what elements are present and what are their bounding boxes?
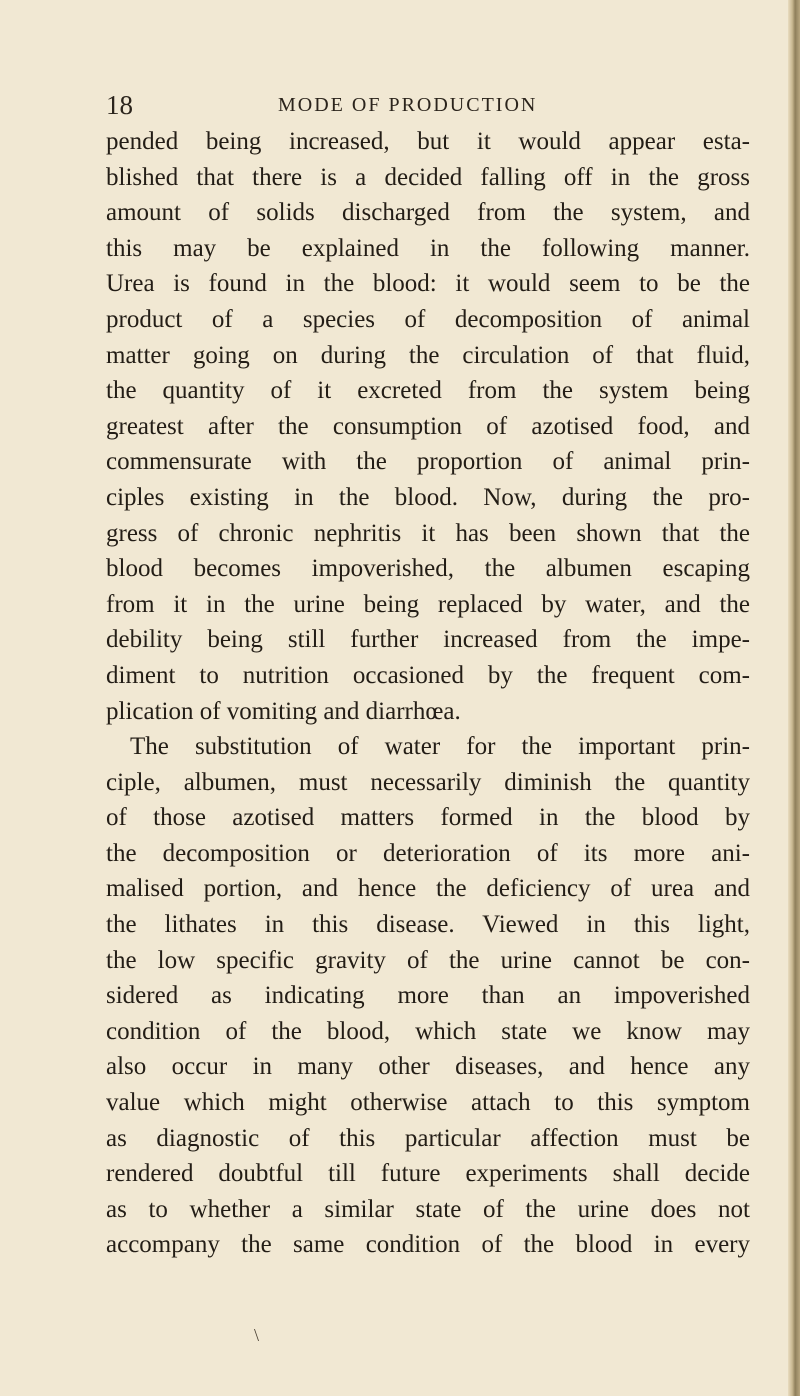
text-line: diment to nutrition occasioned by the frequent com- xyxy=(106,661,750,689)
text-line: also occur in many other diseases, and hence any xyxy=(106,1053,750,1081)
text-line: ciple, albumen, must necessarily diminish the quantity xyxy=(106,768,750,796)
text-line: plication of vomiting and diarrhœa. xyxy=(106,697,461,725)
stray-mark: \ xyxy=(254,1325,260,1345)
text-line: malised portion, and hence the deficiency of urea and xyxy=(106,875,750,903)
text-line: sidered as indicating more than an impoverished xyxy=(106,982,750,1010)
text-line: accompany the same condition of the blood in every xyxy=(106,1231,750,1259)
text-line: as diagnostic of this particular affection must be xyxy=(106,1124,750,1152)
paragraph-2 xyxy=(106,729,750,1263)
text-line: the low specific gravity of the urine cannot be con- xyxy=(106,946,750,974)
text-line: product of a species of decomposition of animal xyxy=(106,305,750,333)
text-line: blished that there is a decided falling off in the gross xyxy=(106,163,750,191)
page-number: 18 xyxy=(106,90,133,120)
text-line: the lithates in this disease. Viewed in this light, xyxy=(106,911,750,939)
body-text xyxy=(106,124,750,1263)
text-line: the decomposition or deterioration of its more ani- xyxy=(106,839,750,867)
text-line: rendered doubtful till future experiments shall decide xyxy=(106,1160,750,1188)
text-line: condition of the blood, which state we know may xyxy=(106,1017,750,1045)
text-line: the quantity of it excreted from the system being xyxy=(106,377,750,405)
text-line: commensurate with the proportion of animal prin- xyxy=(106,448,750,476)
text-line: greatest after the consumption of azotised food, and xyxy=(106,412,750,440)
text-line: debility being still further increased from the impe- xyxy=(106,626,750,654)
text-line: gress of chronic nephritis it has been shown that the xyxy=(106,519,750,547)
text-line: amount of solids discharged from the system, and xyxy=(106,199,750,227)
paragraph-1 xyxy=(106,124,750,729)
text-line: Urea is found in the blood: it would seem to be the xyxy=(106,270,750,298)
text-line: matter going on during the circulation of that fluid, xyxy=(106,341,750,369)
text-line: The substitution of water for the important prin- xyxy=(130,733,750,761)
text-line: this may be explained in the following manner. xyxy=(106,234,750,262)
text-line: from it in the urine being replaced by water, and the xyxy=(106,590,750,618)
text-line: ciples existing in the blood. Now, during the pro- xyxy=(106,483,750,511)
text-line: blood becomes impoverished, the albumen escaping xyxy=(106,555,750,583)
text-line: as to whether a similar state of the urine does not xyxy=(106,1195,750,1223)
book-edge-shadow xyxy=(788,0,800,1396)
text-line: value which might otherwise attach to this symptom xyxy=(106,1089,750,1117)
text-line: pended being increased, but it would appear esta- xyxy=(106,128,750,155)
header-title: MODE OF PRODUCTION xyxy=(278,94,538,116)
text-line: of those azotised matters formed in the blood by xyxy=(106,804,750,832)
